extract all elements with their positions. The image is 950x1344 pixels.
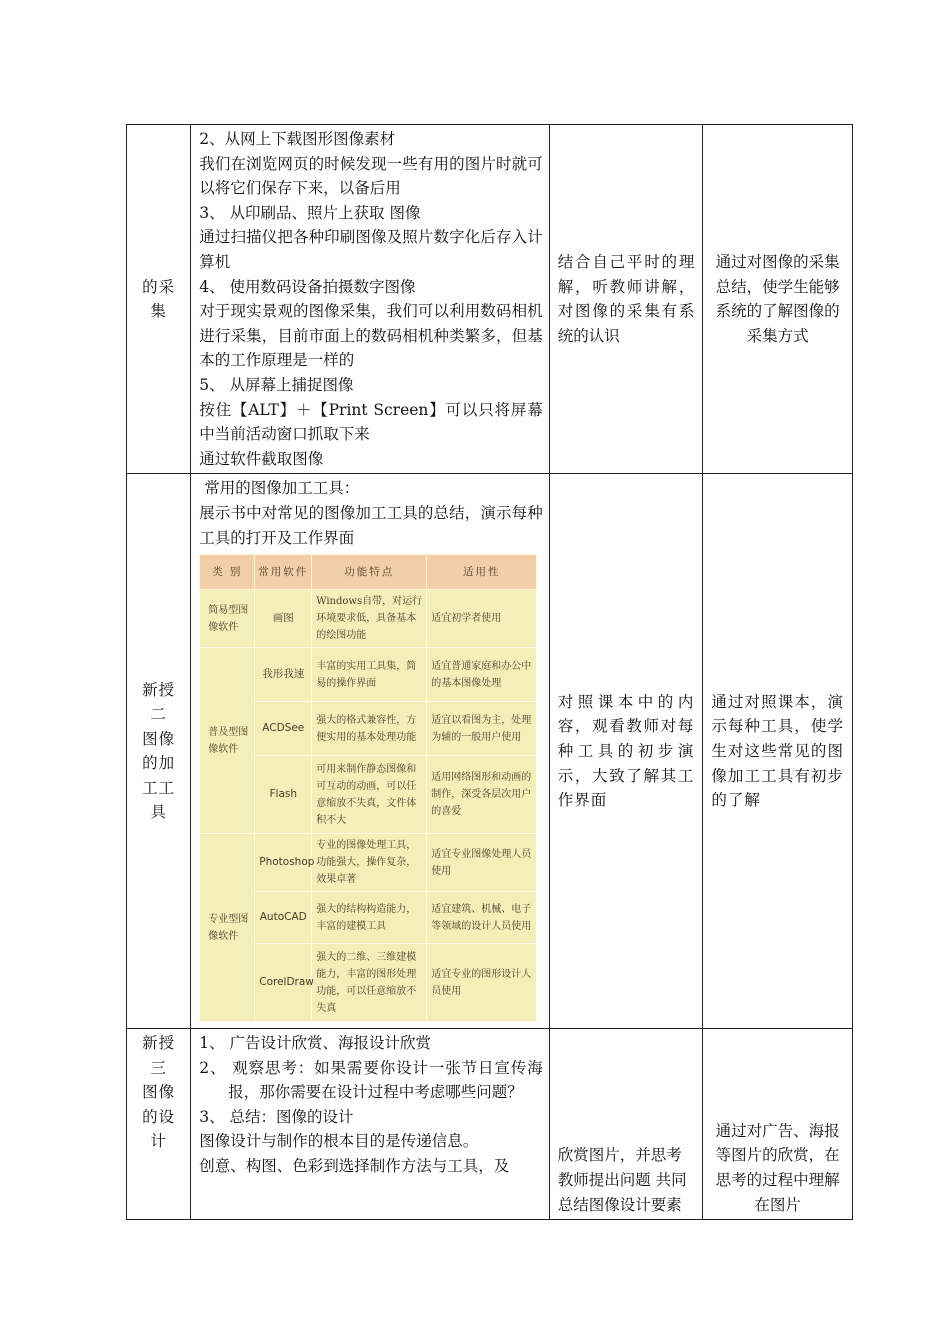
tools-category: 普及型图像软件 [200,648,255,834]
tools-features: 可用来制作静态图像和可互动的动画，可以任意缩放不失真，文件体积不大 [312,756,427,834]
section-line: 计 [150,1132,167,1151]
section-line: 图像 [142,729,176,748]
content-line: 对于现实景观的图像采集，我们可以利用数码相机进行采集，目前市面上的数码相机种类繁多，但基本的工作原理是一样的 [199,302,543,370]
content-line: 我们在浏览网页的时候发现一些有用的图片时就可以将它们保存下来，以备后用 [199,154,543,198]
content-line: 2、 观察思考：如果需要你设计一张节日宣传海报，那你需要在设计过程中考虑哪些问题？ [199,1058,543,1102]
tools-software: Photoshop [255,834,312,892]
tools-features: 强大的二维、三维建模能力，丰富的图形处理功能，可以任意缩放不失真 [312,944,427,1022]
section-line: 新授 [142,1034,176,1053]
tools-suitability: 适宜以看图为主，处理为辅的一般用户使用 [427,702,537,756]
row-image-design [127,1029,853,1220]
content-line: 通过软件截取图像 [199,449,324,468]
tools-header: 适用性 [427,555,537,590]
tools-features: 强大的格式兼容性，方便实用的基本处理功能 [312,702,427,756]
content-cell [191,1029,549,1220]
content-line: 3、 总结：图像的设计 [199,1107,354,1126]
tools-software: ACDSee [255,702,312,756]
tools-category: 简易型图像软件 [200,590,255,648]
tools-header: 类 别 [200,555,255,590]
content-line: 2、从网上下载图形图像素材 [199,130,396,148]
section-line: 具 [150,803,167,822]
section-line: 集 [150,302,167,321]
lesson-plan-table [126,124,853,1220]
tools-suitability: 适宜建筑、机械、电子等领域的设计人员使用 [427,892,537,944]
content-line: 1、 广告设计欣赏、海报设计欣赏 [199,1034,432,1053]
section-line: 新授 [142,680,176,699]
section-line: 三 [150,1058,167,1077]
content-cell [191,474,549,1029]
row-image-processing [127,474,853,1029]
content-line: 展示书中对常见的图像加工工具的总结，演示每种工具的打开及工作界面 [199,503,543,547]
section-line: 图像 [142,1083,176,1102]
tools-features: 丰富的实用工具集，简易的操作界面 [312,648,427,702]
tools-row [200,648,537,702]
tools-features: 强大的结构构造能力，丰富的建模工具 [312,892,427,944]
tools-category: 专业型图像软件 [200,834,255,1022]
tools-summary-image [199,554,537,1022]
tools-software: CorelDraw [255,944,312,1022]
tools-software: AutoCAD [255,892,312,944]
row-image-collection [127,125,853,474]
content-line: 常用的图像加工工具： [199,479,360,498]
section-line: 的加 [142,754,176,773]
tools-suitability: 适宜专业图像处理人员使用 [427,834,537,892]
content-cell [191,125,549,474]
tools-software: Flash [255,756,312,834]
section-line: 二 [150,705,167,724]
content-line: 按住【ALT】＋【Print Screen】可以只将屏幕中当前活动窗口抓取下来 [199,400,543,444]
tools-suitability: 适宜初学者使用 [427,590,537,648]
section-label [127,125,191,474]
tools-suitability: 适用网络图形和动画的制作，深受各层次用户的喜爱 [427,756,537,834]
content-line: 创意、构图、色彩到选择制作方法与工具，及 [199,1157,510,1176]
design-intent: 通过对广告、海报等图片的欣赏，在思考的过程中理解在图片 [703,1029,853,1220]
content-line: 4、 使用数码设备拍摄数字图像 [199,277,416,296]
tools-software: 我形我速 [255,648,312,702]
design-intent: 通过对照课本，演示每种工具，使学生对这些常见的图像加工工具有初步的了解 [703,474,853,1029]
content-line: 3、 从印刷品、照片上获取 图像 [199,203,421,222]
tools-software: 画图 [255,590,312,648]
student-activity: 结合自己平时的理解，听教师讲解，对图像的采集有系统的认识 [549,125,703,474]
tools-suitability: 适宜普通家庭和办公中的基本图像处理 [427,648,537,702]
content-line: 图像设计与制作的根本目的是传递信息。 [199,1132,479,1151]
design-intent: 通过对图像的采集总结，使学生能够系统的了解图像的采集方式 [703,125,853,474]
content-line: 通过扫描仪把各种印刷图像及照片数字化后存入计算机 [199,228,543,271]
section-label [127,1029,191,1220]
tools-header: 常用软件 [255,555,312,590]
tools-header: 功能特点 [312,555,427,590]
student-activity: 欣赏图片，并思考教师提出问题 共同总结图像设计要素 [549,1029,703,1220]
section-line: 工工 [142,778,176,797]
tools-row [200,590,537,648]
section-line: 的设 [142,1107,176,1126]
section-label [127,474,191,1029]
tools-row [200,834,537,892]
content-line: 5、 从屏幕上捕捉图像 [199,375,354,394]
tools-suitability: 适宜专业的图形设计人员使用 [427,944,537,1022]
tools-features: Windows自带，对运行环境要求低，具备基本的绘图功能 [312,590,427,648]
section-line: 的采 [142,277,176,296]
tools-features: 专业的图像处理工具，功能强大，操作复杂，效果卓著 [312,834,427,892]
student-activity: 对照课本中的内容，观看教师对每种工具的初步演示，大致了解其工作界面 [549,474,703,1029]
